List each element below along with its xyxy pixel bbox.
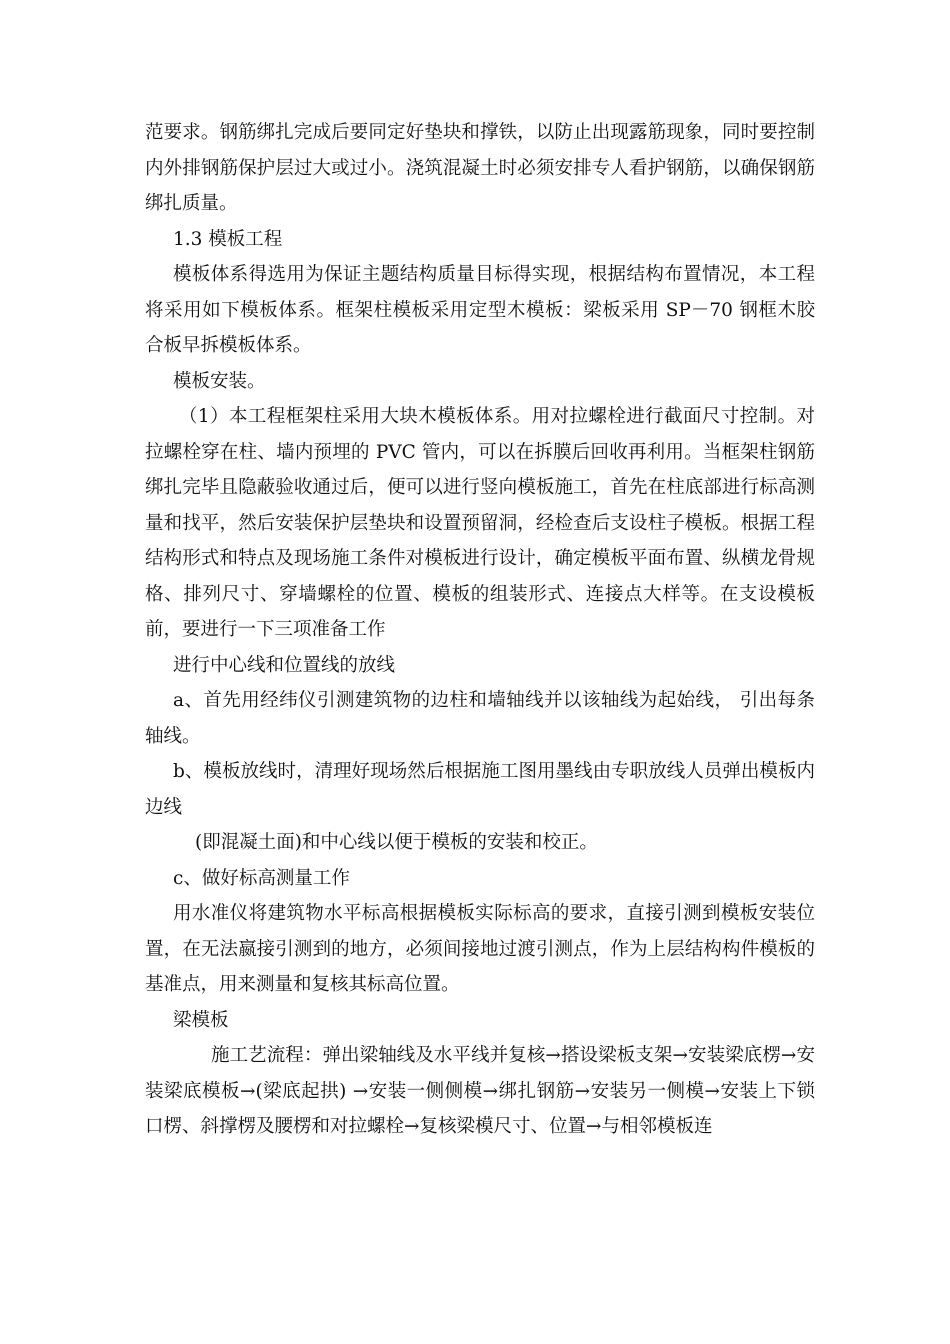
paragraph-level-survey: 用水准仪将建筑物水平标高根据模板实际标高的要求，直接引测到模板安装位置，在无法嬴接引测到的地方，必须间接地过渡引测点，作为上层结构构件模板的基准点，用来测量和复核其标高位置。 xyxy=(145,903,815,995)
paragraph-process-flow: 施工艺流程：弹出梁轴线及水平线并复核→搭设梁板支架→安装梁底楞→安装梁底模板→(梁底起拱) →安装一侧侧模→绑扎钢筋→安装另一侧模→安装上下锁口楞、斜撑楞及腰楞和对拉螺栓→复核梁模尺寸、位置→与相邻模板连 xyxy=(145,1045,815,1137)
paragraph-column-formwork: （1）本工程框架柱采用大块木模板体系。用对拉螺栓进行截面尺寸控制。对拉螺栓穿在柱、墙内预埋的 PVC 管内，可以在拆膜后回收再利用。当框架柱钢筋绑扎完毕且隐蔽验收通过后，便可以进行竖向模板施工，首先在柱底部进行标高测量和找平，然后安装保护层垫块和设置预留洞，经检查后支设柱子模板。根据工程结构形式和特点及现场施工条件对模板进行设计，确定模板平面布置、纵横龙骨规格、排列尺寸、穿墙螺栓的位置、模板的组装形式、连接点大样等。在支设模板前，要进行一下三项准备工作 xyxy=(145,406,815,640)
paragraph-formwork-system: 模板体系得选用为保证主题结构质量目标得实现，根据结构布置情况，本工程将采用如下模板体系。框架柱模板采用定型木模板：梁板采用 SP－70 钢框木胶合板早拆模板体系。 xyxy=(145,264,815,356)
paragraph-item-b-continued: (即混凝土面)和中心线以便于模板的安装和校正。 xyxy=(195,832,598,853)
subheading-formwork-installation: 模板安装。 xyxy=(173,370,266,392)
paragraph-rebar-requirements: 范要求。钢筋绑扎完成后要同定好垫块和撑铁，以防止出现露筋现象，同时要控制内外排钢筋保护层过大或过小。浇筑混凝土时必须安排专人看护钢筋，以确保钢筋绑扎质量。 xyxy=(145,122,815,214)
paragraph-item-a: a、首先用经纬仪引测建筑物的边柱和墙轴线并以该轴线为起始线， 引出每条轴线。 xyxy=(145,690,815,747)
document-body xyxy=(145,115,815,1145)
paragraph-item-c: c、做好标高测量工作 xyxy=(173,867,350,889)
subheading-centerline-layout: 进行中心线和位置线的放线 xyxy=(173,654,396,676)
subheading-beam-formwork: 梁模板 xyxy=(173,1009,229,1031)
section-heading-formwork: 1.3 模板工程 xyxy=(173,228,283,250)
paragraph-item-b: b、模板放线时，清理好现场然后根据施工图用墨线由专职放线人员弹出模板内边线 xyxy=(145,761,815,818)
